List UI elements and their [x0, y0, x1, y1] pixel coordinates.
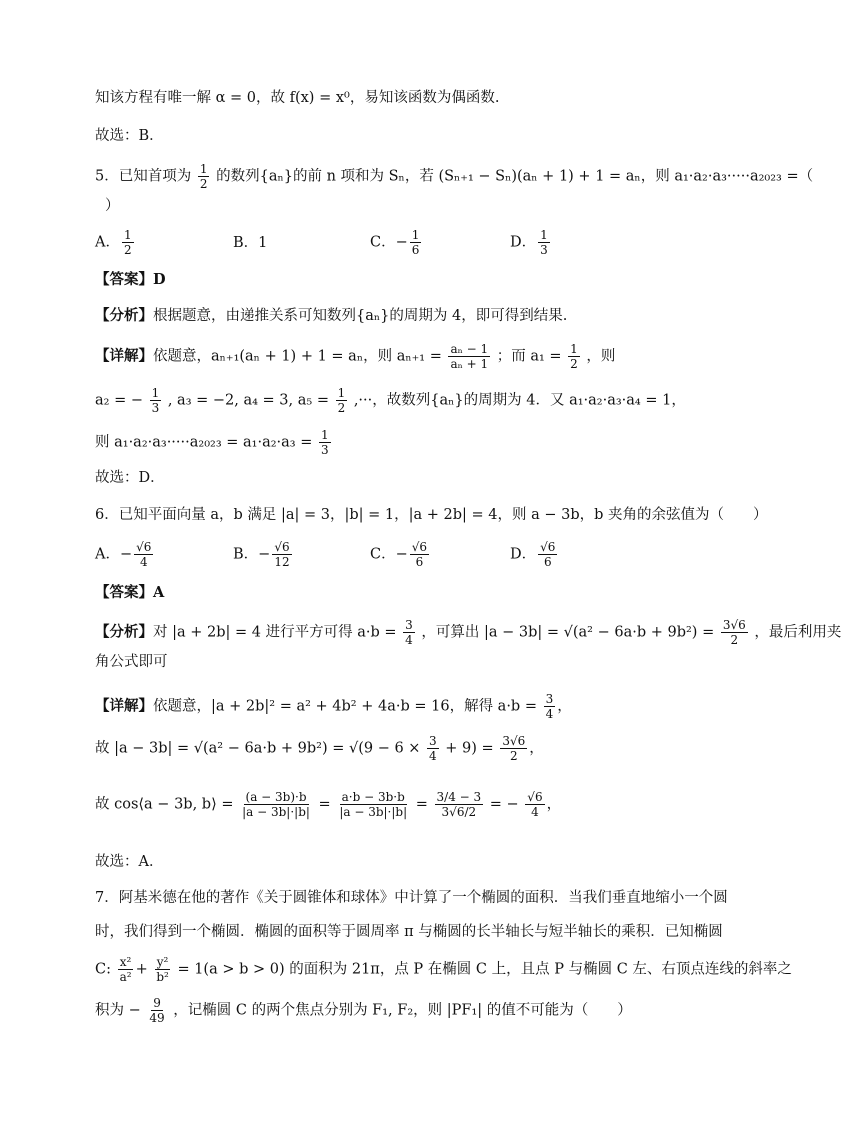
analysis-5: 【分析】根据题意，由递推关系可知数列{aₙ}的周期为 4，即可得到结果. — [95, 307, 568, 324]
fraction: $\frac{3/4 - 3}{3√6/2}$ — [436, 790, 482, 819]
answer-6: 【答案】A — [95, 584, 165, 601]
fraction: $\frac{1}{2}$ — [570, 342, 578, 371]
fraction: $\frac{√6}{4}$ — [527, 790, 543, 819]
fraction: $\frac{a\cdot b - 3b\cdot b}{|a - 3b|\cdot|b|}$ — [339, 790, 408, 819]
option-c: C．− $\frac{1}{6}$ — [370, 228, 420, 257]
fraction: $\frac{3}{4}$ — [545, 692, 554, 721]
text-line: 知该方程有唯一解 α = 0，故 f(x) = x⁰，易知该函数为偶函数. — [95, 90, 500, 106]
fraction: $\frac{1}{2}$ — [123, 228, 132, 257]
detail-6-line2: 故 |a − 3b| = √(a² − 6a·b + 9b²) = √(9 − 6 × $\frac{3}{4}$ + 9) = $\frac{3√6}{2}$ ， — [95, 734, 544, 763]
detail-6-line1: 【详解】依题意，|a + 2b|² = a² + 4b² + 4a·b = 16，解得 a·b = $\frac{3}{4}$ ， — [95, 692, 572, 721]
question-7-line2: 时，我们得到一个椭圆．椭圆的面积等于圆周率 π 与椭圆的长半轴长与短半轴长的乘积．已知椭圆 — [95, 924, 723, 940]
fraction: $\frac{1}{2}$ — [337, 386, 346, 415]
fraction: $\frac{3√6}{2}$ — [722, 618, 746, 647]
detail-6-line3: 故 cos⟨a − 3b, b⟩ = $\frac{(a - 3b)\cdot b}{|a - 3b|\cdot|b|}$ = $\frac{a\cdot b - 3b\cdot b}{|a - 3b|\cdot|b|}$ = $\frac{3/4 - 3}{3√6/2}$ = − $\frac{√6}{4}$ ， — [95, 790, 562, 819]
fraction: $\frac{√6}{12}$ — [274, 540, 290, 569]
fraction: $\frac{\text{x²}}{\text{a²}}$ — [119, 955, 132, 984]
fraction: $\frac{1}{2}$ — [199, 162, 208, 191]
option-a: A．− $\frac{√6}{4}$ — [95, 540, 152, 569]
option-b: B．− $\frac{√6}{12}$ — [233, 540, 290, 569]
choice-line: 故选：D． — [95, 470, 165, 486]
choice-line: 故选：A． — [95, 854, 164, 870]
fraction: $\frac{(a - 3b)\cdot b}{|a - 3b|\cdot|b|}$ — [242, 790, 310, 819]
option-d: D． $\frac{1}{3}$ — [510, 228, 548, 257]
fraction: $\frac{1}{3}$ — [540, 228, 548, 257]
fraction: $\frac{1}{6}$ — [411, 228, 420, 257]
option-c: C．− $\frac{√6}{6}$ — [370, 540, 428, 569]
option-a: A． $\frac{1}{2}$ — [95, 228, 132, 257]
detail-5-line3: 则 a₁·a₂·a₃·····a₂₀₂₃ = a₁·a₂·a₃ = $\frac{1}{3}$ — [95, 428, 329, 457]
fraction: $\frac{1}{3}$ — [320, 428, 329, 457]
fraction: $\frac{3√6}{2}$ — [502, 734, 526, 763]
question-7-line3: C: $\frac{\text{x²}}{\text{a²}}$ + $\frac{\text{y²}}{\text{b²}}$ = 1(a > b > 0) 的面积为 21π，点 P 在椭圆 C 上，且点 P 与椭圆 C 左、右顶点连线的斜率之 — [95, 955, 792, 984]
question-6: 6．已知平面向量 a，b 满足 |a| = 3，|b| = 1，|a + 2b| = 4，则 a − 3b，b 夹角的余弦值为（ ） — [95, 507, 768, 523]
fraction: $\frac{√6}{6}$ — [540, 540, 556, 569]
option-d: D． $\frac{√6}{6}$ — [510, 540, 556, 569]
question-5-paren: ） — [105, 198, 120, 214]
detail-5-line2: a₂ = − $\frac{1}{3}$ , a₃ = −2, a₄ = 3, a₅ = $\frac{1}{2}$ ,···，故数列{aₙ}的周期为 4．又 a₁·a₂·a₃·a₄ = 1， — [95, 386, 686, 415]
fraction: $\frac{√6}{4}$ — [136, 540, 152, 569]
fraction: $\frac{3}{4}$ — [405, 618, 413, 647]
analysis-6-line2: 角公式即可 — [95, 654, 168, 670]
fraction: $\frac{1}{3}$ — [151, 386, 160, 415]
detail-5-line1: 【详解】依题意，aₙ₊₁(aₙ + 1) + 1 = aₙ，则 aₙ₊₁ = $\frac{\text{aₙ − 1}}{\text{aₙ + 1}}$ ；而 a₁ = $\frac{1}{2}$ ，则 — [95, 342, 616, 371]
fraction: $\frac{3}{4}$ — [429, 734, 437, 763]
analysis-6-line1: 【分析】对 |a + 2b| = 4 进行平方可得 a·b = $\frac{3}{4}$ ，可算出 |a − 3b| = √(a² − 6a·b + 9b²) = $\frac{3√6}{2}$ ，最后利用夹 — [95, 618, 841, 647]
question-5: 5．已知首项为 $\frac{1}{2}$ 的数列{aₙ}的前 n 项和为 Sₙ，若 (Sₙ₊₁ − Sₙ)(aₙ + 1) + 1 = aₙ，则 a₁·a₂·a₃·····a₂₀₂₃ =（ — [95, 162, 814, 191]
fraction: $\frac{9}{49}$ — [149, 996, 165, 1025]
choice-line: 故选：B． — [95, 128, 164, 144]
fraction: $\frac{\text{y²}}{\text{b²}}$ — [156, 955, 169, 984]
fraction: $\frac{\text{aₙ − 1}}{\text{aₙ + 1}}$ — [450, 342, 489, 371]
option-b: B．1 — [233, 235, 268, 251]
question-7-line1: 7．阿基米德在他的著作《关于圆锥体和球体》中计算了一个椭圆的面积．当我们垂直地缩小一个圆 — [95, 890, 728, 906]
answer-5: 【答案】D — [95, 271, 166, 288]
question-7-line4: 积为 − $\frac{9}{49}$ ，记椭圆 C 的两个焦点分别为 F₁, F₂，则 |PF₁| 的值不可能为（ ） — [95, 996, 632, 1025]
fraction: $\frac{√6}{6}$ — [411, 540, 428, 569]
